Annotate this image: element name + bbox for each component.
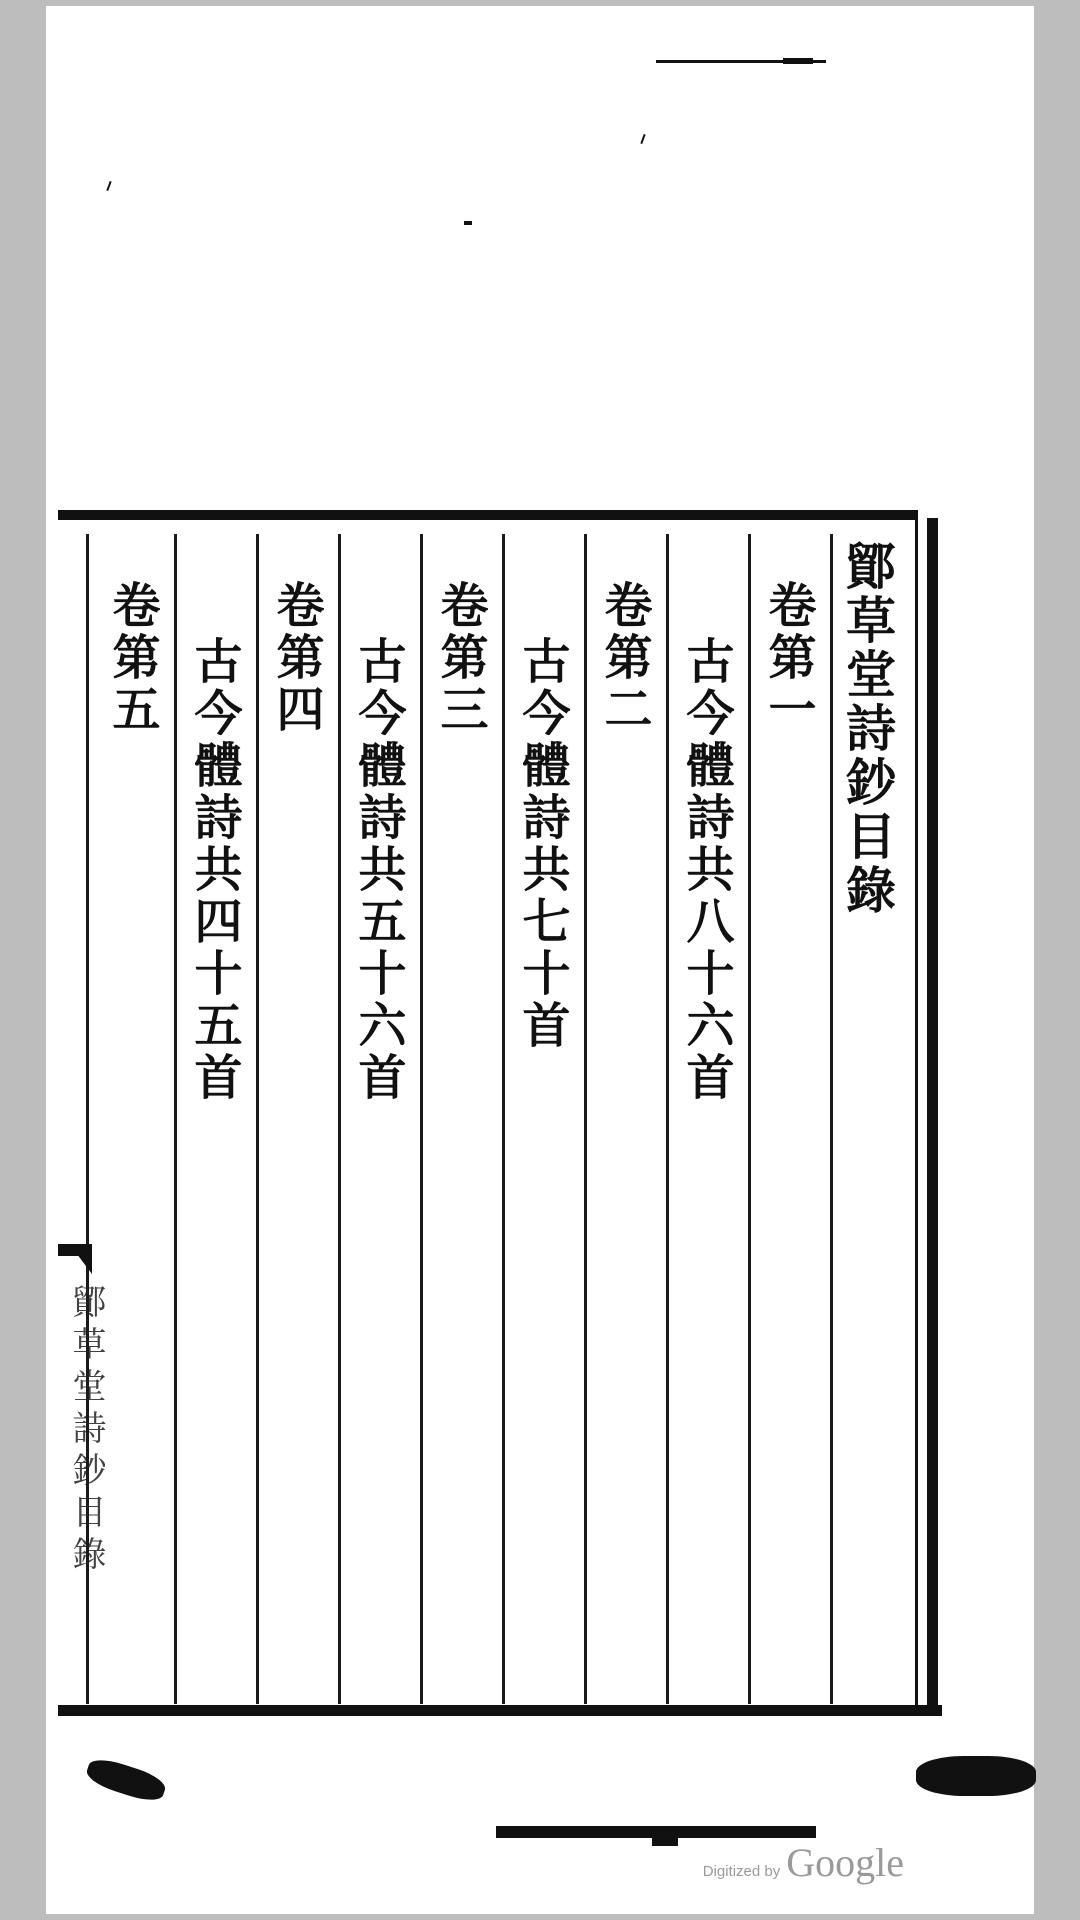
- fishtail-mark: [58, 1244, 92, 1274]
- frame-right-rule: [927, 518, 938, 1716]
- volume-heading: 卷第三: [432, 580, 488, 736]
- top-ink-blot: [783, 58, 813, 64]
- fold-margin-text: 鄮草堂詩鈔目錄: [66, 1284, 106, 1578]
- ink-smudge: [652, 1826, 678, 1846]
- fold-margin: [58, 1244, 106, 1744]
- column-divider: [502, 534, 505, 1704]
- column-divider: [338, 534, 341, 1704]
- volume-note: 古今體詩共八十六首: [678, 636, 734, 1104]
- volume-heading: 卷第四: [268, 580, 324, 736]
- frame-right-inner-rule: [915, 518, 918, 1708]
- column-divider: [420, 534, 423, 1704]
- column-divider: [256, 534, 259, 1704]
- volume-heading: 卷第一: [760, 580, 816, 736]
- digitization-credit: [703, 1839, 904, 1886]
- frame-top-rule: [58, 510, 918, 520]
- book-page: [46, 6, 1034, 1914]
- column-divider: [584, 534, 587, 1704]
- ink-speck: [640, 134, 645, 144]
- volume-note: 古今體詩共五十六首: [350, 636, 406, 1104]
- volume-note: 古今體詩共四十五首: [186, 636, 242, 1104]
- digitized-by-label: Digitized by: [702, 1863, 781, 1880]
- ink-speck: [464, 221, 472, 225]
- page-title: 鄮草堂詩鈔目錄: [838, 540, 897, 918]
- google-wordmark: Google: [786, 1840, 904, 1885]
- column-divider: [174, 534, 177, 1704]
- ink-smudge: [916, 1756, 1036, 1796]
- column-divider: [830, 534, 833, 1704]
- column-divider: [666, 534, 669, 1704]
- table-of-contents-frame: [58, 510, 938, 1716]
- volume-heading: 卷第二: [596, 580, 652, 736]
- ink-smudge: [84, 1754, 169, 1805]
- column-divider: [748, 534, 751, 1704]
- ink-speck: [106, 181, 111, 191]
- volume-heading: 卷第五: [104, 580, 160, 736]
- frame-bottom-rule: [58, 1705, 942, 1716]
- volume-note: 古今體詩共七十首: [514, 636, 570, 1052]
